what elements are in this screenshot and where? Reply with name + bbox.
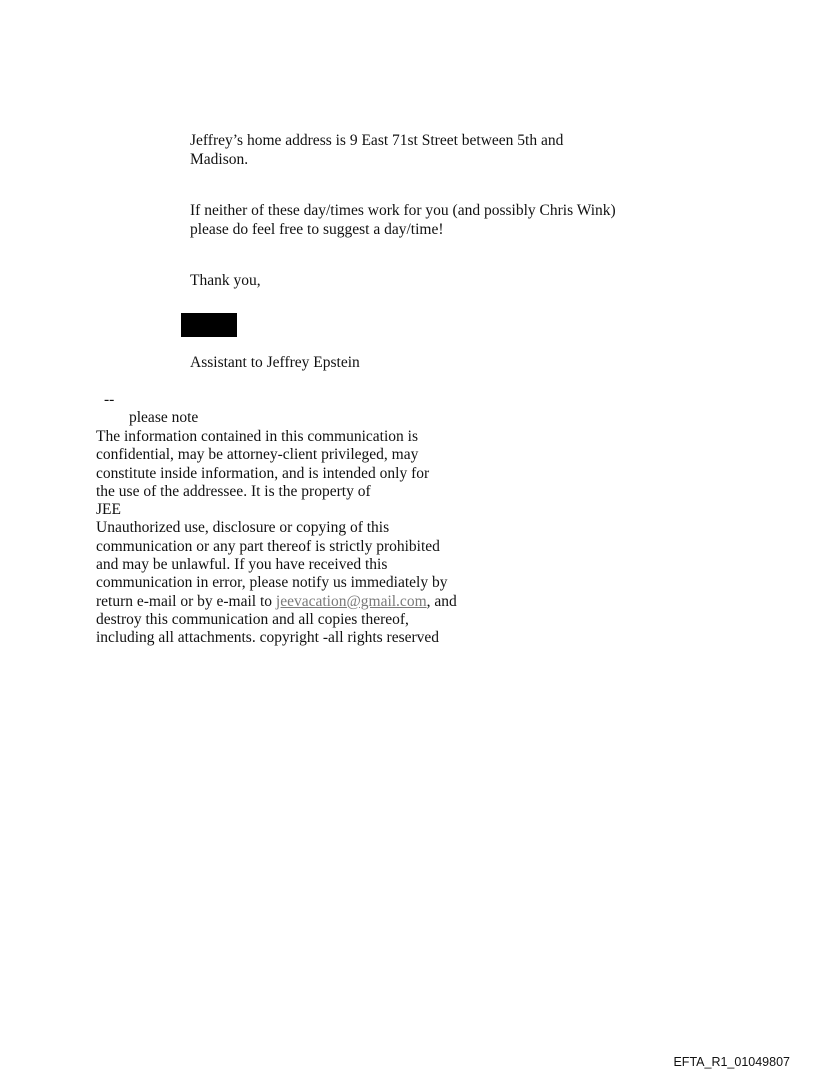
disclaimer-line: The information contained in this communication is	[96, 428, 418, 445]
address-line-1: Jeffrey’s home address is 9 East 71st Street between 5th and	[190, 132, 564, 149]
address-paragraph	[190, 132, 710, 169]
closing-line: Thank you,	[190, 272, 261, 289]
disclaimer-line: Unauthorized use, disclosure or copying of this	[96, 519, 390, 537]
disclaimer-line: including all attachments. copyright -all rights reserved	[96, 629, 440, 647]
signature-separator: --	[104, 391, 115, 408]
signature-title: Assistant to Jeffrey Epstein	[190, 354, 360, 371]
suggest-line-2: please do feel free to suggest a day/time!	[190, 220, 444, 238]
disclaimer-heading: please note	[129, 409, 199, 426]
contact-email-link[interactable]: jeevacation@gmail.com	[275, 592, 427, 610]
email-body	[190, 132, 710, 291]
disclaimer-text	[96, 428, 486, 648]
disclaimer-line: constitute inside information, and is intended only for	[96, 464, 430, 482]
address-line-2: Madison.	[190, 150, 249, 168]
suggest-line-1: If neither of these day/times work for you (and possibly Chris Wink)	[190, 202, 616, 219]
disclaimer-line: and may be unlawful. If you have received this	[96, 556, 388, 574]
email-line-prefix: return e-mail or by e-mail to	[96, 592, 276, 610]
email-line-suffix: , and	[426, 592, 457, 610]
disclaimer-line: destroy this communication and all copies thereof,	[96, 610, 409, 628]
disclaimer-line: communication or any part thereof is strictly prohibited	[96, 537, 440, 555]
document-id: EFTA_R1_01049807	[673, 1055, 790, 1069]
disclaimer-line: JEE	[96, 501, 121, 519]
disclaimer-line: confidential, may be attorney-client privileged, may	[96, 446, 419, 464]
disclaimer-line: communication in error, please notify us immediately by	[96, 574, 448, 592]
disclaimer-line: the use of the addressee. It is the property of	[96, 482, 371, 500]
suggest-paragraph	[190, 202, 710, 239]
disclaimer-email-line	[96, 593, 486, 611]
redaction-block	[181, 313, 237, 337]
